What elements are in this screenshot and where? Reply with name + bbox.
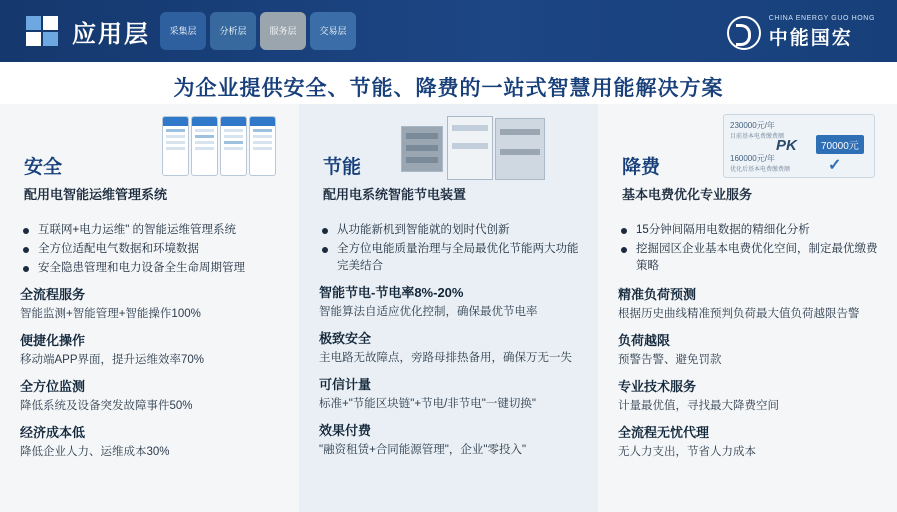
pill-service[interactable]: 服务层 (260, 12, 306, 50)
feature-desc: 降低企业人力、运维成本30% (20, 446, 170, 458)
feature-desc: 智能算法自适应优化控制，确保最优节电率 (319, 306, 538, 318)
list-item: 全方位电能质量治理与全局最优化节能两大功能完美结合 (319, 241, 587, 275)
feature-title: 效果付费 (319, 423, 372, 438)
feature-item (618, 378, 890, 414)
feature-item (618, 332, 890, 368)
feature-item (20, 424, 292, 460)
list-item: 互联网+电力运维" 的智能运维管理系统 (20, 222, 288, 239)
pill-collect[interactable]: 采集层 (160, 12, 206, 50)
feature-title: 全方位监测 (20, 379, 86, 394)
column-cost-reduction (598, 104, 897, 512)
feature-item (618, 424, 890, 460)
feature-desc: 标准+"节能区块链"+节电/非节电"一键切换" (319, 398, 536, 410)
check-icon: ✓ (828, 157, 842, 174)
feature-item (20, 332, 292, 368)
feature-desc: 智能监测+智能管理+智能操作100% (20, 308, 201, 320)
column-cost-subtitle: 基本电费优化专业服务 (622, 187, 753, 202)
feature-item (319, 376, 591, 412)
feature-item (20, 378, 292, 414)
content-area (0, 104, 897, 512)
list-item: 全方位适配电气数据和环境数据 (20, 241, 288, 258)
pill-trade[interactable]: 交易层 (310, 12, 356, 50)
brand-name-en: CHINA ENERGY GUO HONG (768, 15, 875, 22)
feature-title: 经济成本低 (20, 425, 86, 440)
logo-squares-icon (26, 16, 58, 46)
feature-title: 全流程服务 (20, 287, 86, 302)
feature-item (319, 330, 591, 366)
list-item: 挖掘园区企业基本电费优化空间，制定最优缴费策略 (618, 241, 886, 275)
feature-title: 便捷化操作 (20, 333, 86, 348)
column-energy-saving (299, 104, 598, 512)
column-cost-bullets (618, 222, 886, 277)
brand-name-cn: 中能国宏 (768, 28, 853, 49)
column-energy-bullets (319, 222, 587, 277)
feature-desc: 预警告警、避免罚款 (618, 354, 722, 366)
feature-item (618, 286, 890, 322)
brand-circle-icon (727, 16, 761, 50)
feature-desc: 无人力支出，节省人力成本 (618, 446, 756, 458)
kpi-value-bottom: 160000元/年 (730, 154, 775, 163)
brand-logo (727, 15, 875, 50)
feature-title: 专业技术服务 (618, 379, 697, 394)
kpi-saving-badge: 70000元 (816, 135, 864, 154)
feature-title: 极致安全 (319, 331, 372, 346)
cost-comparison-image (713, 112, 873, 180)
column-cost-title: 降费 (622, 157, 661, 178)
kpi-label-top: 目前基本电费缴费额 (730, 134, 785, 140)
column-cost-header (598, 104, 897, 220)
column-safety-features (20, 286, 292, 470)
pill-analysis[interactable]: 分析层 (210, 12, 256, 50)
kpi-value-top: 230000元/年 (730, 121, 775, 130)
feature-desc: 降低系统及设备突发故障事件50% (20, 400, 193, 412)
page-title: 为企业提供安全、节能、降费的一站式智慧用能解决方案 (173, 77, 724, 100)
phone-screens-image (160, 112, 280, 180)
column-energy-subtitle: 配用电系统智能节电装置 (323, 187, 467, 202)
column-cost-features (618, 286, 890, 470)
header-title: 应用层 (72, 21, 150, 48)
feature-desc: "融资租赁+合同能源管理"，企业"零投入" (319, 444, 527, 456)
list-item: 15分钟间隔用电数据的精细化分析 (618, 222, 886, 239)
column-energy-header (299, 104, 598, 220)
column-energy-title: 节能 (323, 157, 362, 178)
kpi-pk-label: PK (776, 137, 797, 154)
feature-desc: 根据历史曲线精准预判负荷最大值负荷越限告警 (618, 308, 860, 320)
switchgear-image (399, 112, 549, 182)
feature-desc: 移动端APP界面，提升运维效率70% (20, 354, 205, 366)
kpi-label-bottom: 优化后基本电费缴费额 (730, 167, 791, 173)
column-safety (0, 104, 299, 512)
feature-item (319, 284, 591, 320)
kpi-card (723, 114, 875, 178)
column-energy-features (319, 284, 591, 468)
feature-item (20, 286, 292, 322)
feature-title: 全流程无忧代理 (618, 425, 710, 440)
feature-item (319, 422, 591, 458)
list-item: 安全隐患管理和电力设备全生命周期管理 (20, 260, 288, 277)
column-safety-subtitle: 配用电智能运维管理系统 (24, 187, 168, 202)
feature-desc: 主电路无故障点，旁路母排热备用，确保万无一失 (319, 352, 572, 364)
column-safety-header (0, 104, 299, 220)
list-item: 从功能新机到智能就的划时代创新 (319, 222, 587, 239)
feature-title: 智能节电-节电率8%-20% (319, 285, 464, 300)
feature-title: 精准负荷预测 (618, 287, 697, 302)
feature-title: 可信计量 (319, 377, 372, 392)
column-safety-title: 安全 (24, 157, 63, 178)
feature-title: 负荷越限 (618, 333, 671, 348)
column-safety-bullets (20, 222, 288, 279)
header-bar (0, 0, 897, 62)
feature-desc: 计量最优值，寻找最大降费空间 (618, 400, 779, 412)
